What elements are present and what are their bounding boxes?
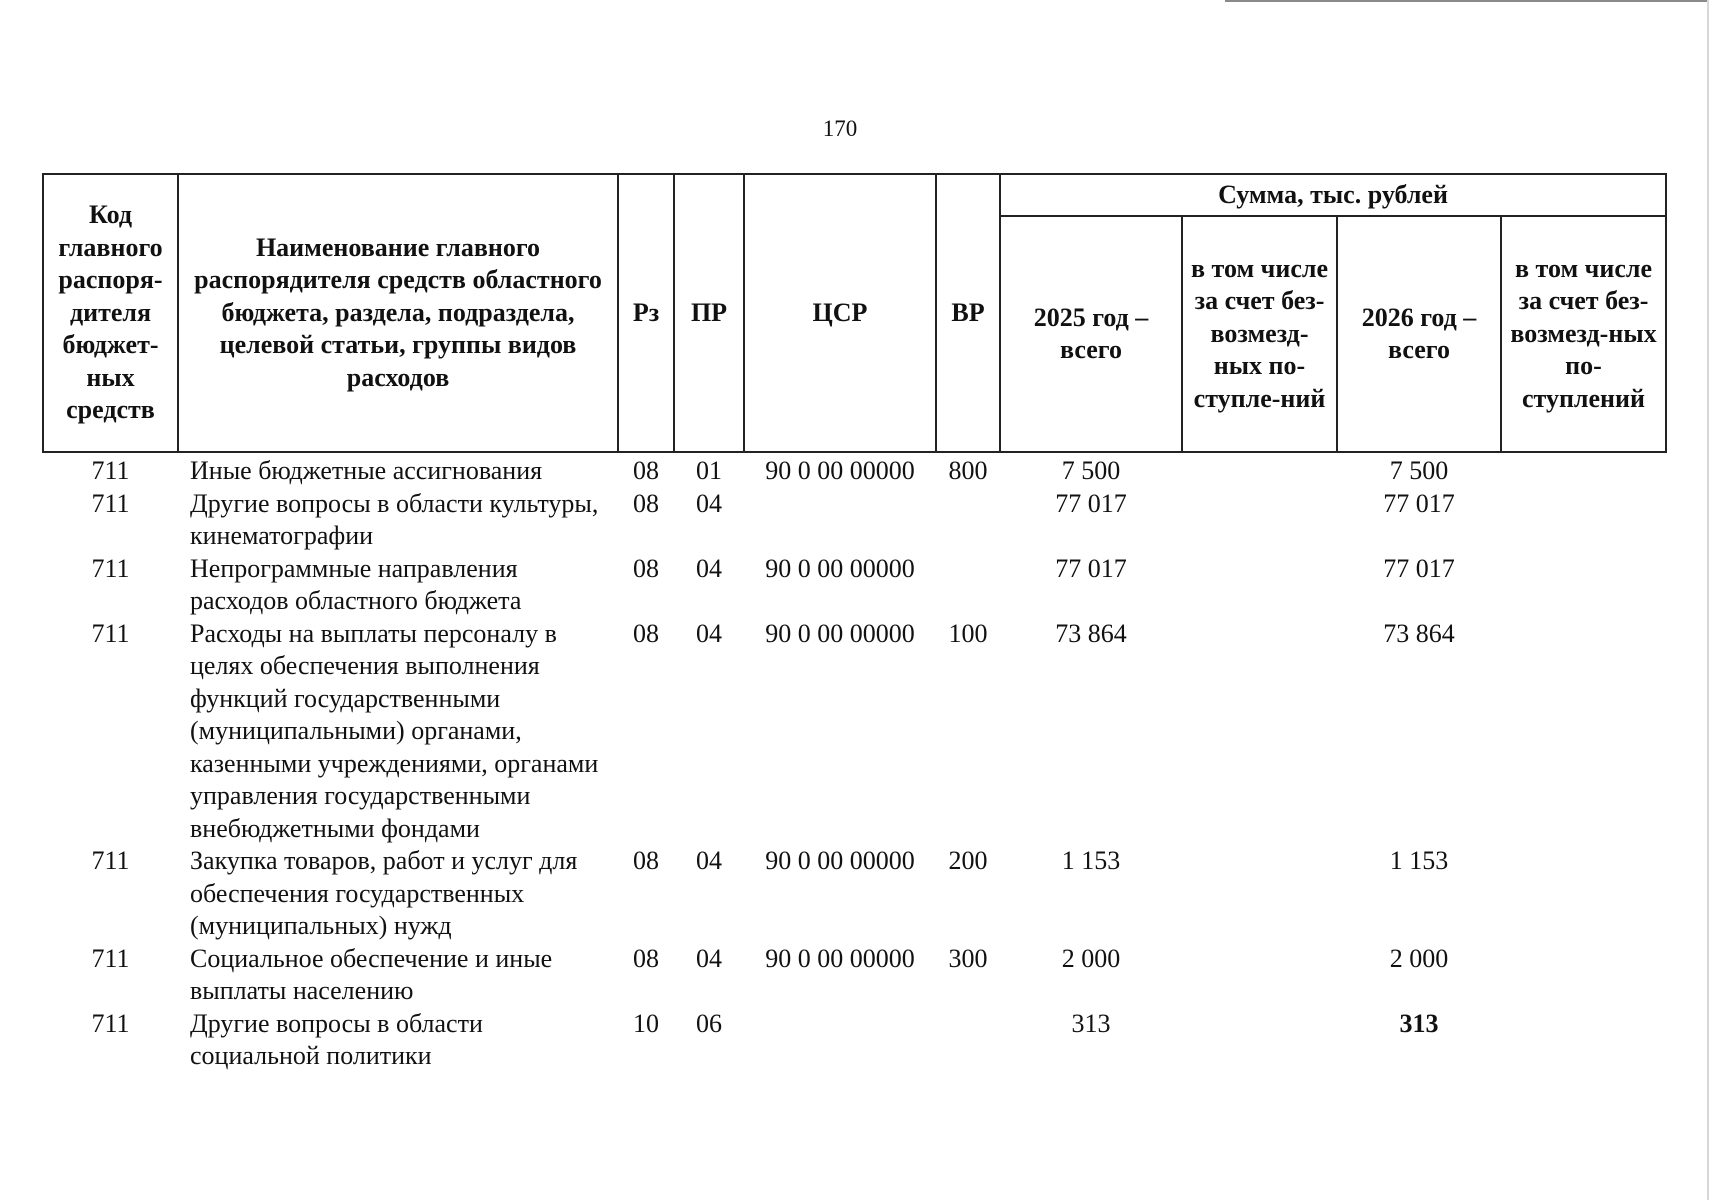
cell-rz: 08 (633, 618, 659, 648)
cell-2026-total: 2 000 (1389, 943, 1449, 973)
cell-2026-total: 1 153 (1389, 846, 1449, 875)
cell-vr (936, 1008, 1000, 1073)
cell-2025-grants (1182, 553, 1337, 618)
cell-vr: 100 (948, 618, 988, 648)
cell-rz: 08 (633, 943, 659, 973)
cell-name: Социальное обеспечение и иные выплаты населению (190, 943, 553, 1005)
cell-2026-total: 77 017 (1383, 488, 1455, 518)
cell-csr: 90 0 00 00000 (765, 553, 915, 583)
cell-vr: 300 (948, 943, 988, 973)
cell-2026-total: 7 500 (1389, 456, 1449, 485)
cell-2026-grants (1501, 553, 1666, 618)
table-row (43, 943, 1666, 1008)
cell-2025-total: 313 (1071, 1008, 1111, 1038)
cell-2026-grants (1501, 943, 1666, 1008)
cell-2025-grants (1182, 1008, 1337, 1073)
cell-pr: 01 (696, 456, 722, 485)
cell-name: Непрограммные направления расходов областного бюджета (190, 553, 522, 615)
header-2026-total: 2026 год – всего (1337, 216, 1501, 452)
cell-2025-total: 7 500 (1061, 456, 1121, 485)
cell-2025-total: 73 864 (1055, 618, 1127, 648)
table-row (43, 1008, 1666, 1073)
cell-rz: 08 (633, 553, 659, 583)
table-row (43, 452, 1666, 488)
cell-code: 711 (91, 456, 130, 485)
cell-vr: 800 (948, 456, 988, 485)
cell-name: Иные бюджетные ассигнования (190, 456, 543, 485)
cell-vr: 200 (948, 846, 988, 875)
cell-2025-total: 77 017 (1055, 488, 1127, 518)
cell-pr: 04 (696, 553, 722, 583)
cell-pr: 04 (696, 943, 722, 973)
cell-rz: 08 (633, 456, 659, 485)
cell-2026-grants (1501, 618, 1666, 846)
cell-2026-total: 313 (1399, 1008, 1439, 1038)
header-rz: Рз (618, 174, 674, 452)
cell-name: Другие вопросы в области социальной политики (190, 1008, 483, 1070)
cell-2026-total: 77 017 (1383, 553, 1455, 583)
cell-code: 711 (91, 943, 130, 973)
table-row (43, 845, 1666, 943)
cell-code: 711 (91, 1008, 130, 1038)
cell-code: 711 (91, 553, 130, 583)
cell-vr (936, 553, 1000, 618)
budget-table (42, 173, 1667, 1073)
cell-name: Закупка товаров, работ и услуг для обеспечения государственных (муниципальных) нужд (190, 846, 578, 940)
cell-rz: 08 (633, 846, 659, 875)
cell-pr: 04 (696, 488, 722, 518)
header-csr: ЦСР (744, 174, 936, 452)
cell-code: 711 (91, 846, 130, 875)
table-row (43, 553, 1666, 618)
table-header (43, 174, 1666, 452)
cell-rz: 10 (633, 1008, 659, 1038)
cell-2025-grants (1182, 845, 1337, 943)
cell-2025-total: 1 153 (1061, 846, 1121, 875)
page-number: 170 (822, 116, 858, 141)
header-code: Код главного распоря-дителя бюджет-ных средств (43, 174, 178, 452)
table-body (43, 452, 1666, 1073)
cell-2025-grants (1182, 452, 1337, 488)
header-vr: ВР (936, 174, 1000, 452)
cell-code: 711 (91, 488, 130, 518)
cell-pr: 04 (696, 618, 722, 648)
cell-vr (936, 488, 1000, 553)
cell-2025-grants (1182, 488, 1337, 553)
cell-rz: 08 (633, 488, 659, 518)
table-row (43, 618, 1666, 846)
cell-name: Другие вопросы в области культуры, кинематографии (190, 488, 599, 550)
cell-csr: 90 0 00 00000 (765, 618, 915, 648)
header-2026-grants: в том числе за счет без-возмезд-ных по-ступлений (1501, 216, 1666, 452)
cell-2025-total: 2 000 (1061, 943, 1121, 973)
cell-2026-grants (1501, 845, 1666, 943)
cell-2026-total: 73 864 (1383, 618, 1455, 648)
cell-2026-grants (1501, 488, 1666, 553)
cell-csr (744, 488, 936, 553)
cell-pr: 04 (696, 846, 722, 875)
cell-csr (744, 1008, 936, 1073)
cell-2026-grants (1501, 1008, 1666, 1073)
cell-2025-grants (1182, 618, 1337, 846)
cell-csr: 90 0 00 00000 (765, 943, 915, 973)
cell-pr: 06 (696, 1008, 722, 1038)
table-row (43, 488, 1666, 553)
cell-csr: 90 0 00 00000 (765, 846, 915, 875)
header-pr: ПР (674, 174, 744, 452)
cell-name: Расходы на выплаты персоналу в целях обеспечения выполнения функций государственными (муниципальными) органами, казенными учреждениями, органами управления государственными внебюджетными фондами (190, 618, 599, 843)
header-name: Наименование главного распорядителя средств областного бюджета, раздела, подраздела, целевой статьи, группы видов расходов (178, 174, 618, 452)
cell-code: 711 (91, 618, 130, 648)
header-2025-total: 2025 год – всего (1000, 216, 1182, 452)
header-2025-grants: в том числе за счет без-возмезд-ных по-ступле-ний (1182, 216, 1337, 452)
cell-2026-grants (1501, 452, 1666, 488)
scan-edge-line (1225, 0, 1709, 2)
header-sum-group: Сумма, тыс. рублей (1000, 174, 1666, 216)
cell-2025-grants (1182, 943, 1337, 1008)
cell-csr: 90 0 00 00000 (765, 456, 915, 485)
cell-2025-total: 77 017 (1055, 553, 1127, 583)
